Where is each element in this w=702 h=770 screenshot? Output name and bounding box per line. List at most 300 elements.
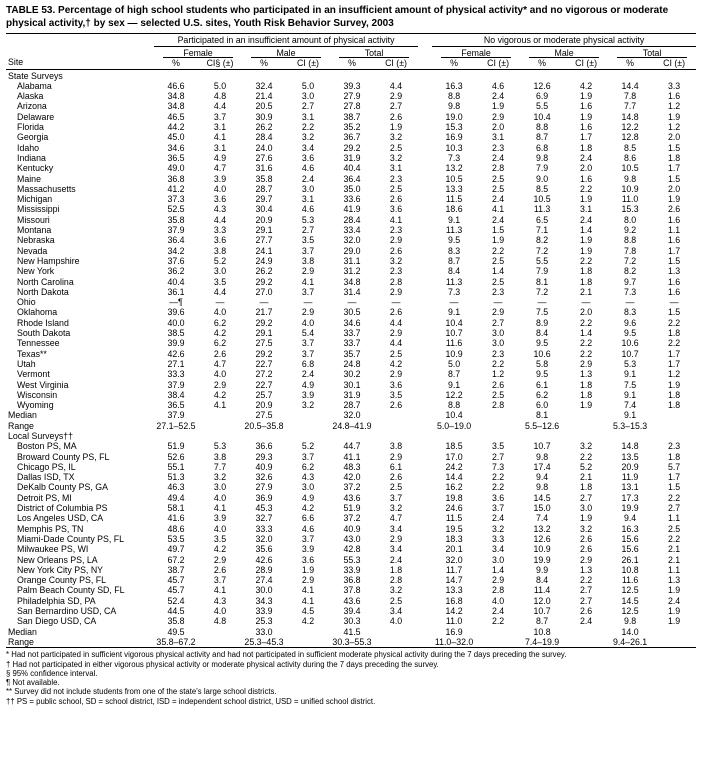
ci-cell: 3.0 xyxy=(213,482,227,493)
percent-cell: 26.2 xyxy=(255,122,273,133)
percent-cell: 28.7 xyxy=(343,400,361,411)
ci-cell: 3.0 xyxy=(301,91,315,102)
percent-cell: 8.8 xyxy=(447,400,461,411)
percent-cell: 46.3 xyxy=(167,482,185,493)
ci-cell: 3.2 xyxy=(389,152,403,163)
ci-cell: 1.8 xyxy=(579,379,593,390)
ci-cell xyxy=(564,421,608,431)
percent-cell: 25.3–45.3 xyxy=(244,636,284,647)
site-cell: Miami-Dade County PS, FL xyxy=(17,533,125,544)
percent-cell: 21.4 xyxy=(255,91,273,102)
gap-cell xyxy=(418,225,432,235)
percent-cell: 36.4 xyxy=(167,235,185,246)
ci-cell: 1.5 xyxy=(667,307,681,318)
gap-cell xyxy=(418,534,432,544)
ci-cell: 3.1 xyxy=(491,132,505,143)
site-cell: Nebraska xyxy=(17,235,55,246)
ci-cell: 2.2 xyxy=(491,616,505,627)
ci-cell: 1.8 xyxy=(667,451,681,462)
percent-cell: 29.0 xyxy=(343,245,361,256)
percent-cell: 9.0 xyxy=(535,173,549,184)
ci-cell: 1.9 xyxy=(667,606,681,617)
percent-cell: 11.5 xyxy=(445,513,463,524)
percent-header: % xyxy=(242,58,286,69)
ci-cell: 2.7 xyxy=(491,451,505,462)
percent-cell: 6.8 xyxy=(535,142,549,153)
ci-cell: 2.2 xyxy=(579,348,593,359)
percent-cell: 36.5 xyxy=(167,400,185,411)
percent-cell: 10.6 xyxy=(621,338,639,349)
data-table xyxy=(6,33,696,648)
percent-cell: 15.3 xyxy=(621,204,639,215)
data-row xyxy=(6,266,696,276)
percent-cell: 11.7 xyxy=(445,564,463,575)
percent-cell: 36.4 xyxy=(343,173,361,184)
ci-cell: 5.0 xyxy=(301,80,315,91)
percent-cell: 33.3 xyxy=(255,523,273,534)
percent-cell: 9.6 xyxy=(623,317,637,328)
percent-cell: 10.9 xyxy=(445,348,463,359)
gap-cell xyxy=(418,215,432,225)
footnote-line: ¶ Not available. xyxy=(6,678,60,688)
ci-cell: 3.0 xyxy=(301,482,315,493)
gap-cell xyxy=(418,503,432,513)
footnote-line: * Had not participated in sufficient vigorous physical activity and had not participated in sufficient moderate physical activity during the 7 days preceding the survey. xyxy=(6,650,567,660)
ci-cell: 2.2 xyxy=(667,317,681,328)
ci-cell: 1.8 xyxy=(667,400,681,411)
percent-cell: 24.0 xyxy=(255,142,273,153)
ci-cell: 4.1 xyxy=(491,204,505,215)
data-row xyxy=(6,338,696,348)
group-header-no-vigorous-moderate: No vigorous or moderate physical activity xyxy=(432,34,696,47)
gap-cell xyxy=(418,410,432,420)
percent-cell: 31.6 xyxy=(255,163,273,174)
ci-cell: 2.6 xyxy=(389,307,403,318)
percent-cell: 43.6 xyxy=(343,595,361,606)
ci-cell: 3.9 xyxy=(213,513,227,524)
gap-cell xyxy=(418,287,432,297)
percent-cell: 11.0 xyxy=(621,194,639,205)
ci-cell: 2.2 xyxy=(579,255,593,266)
percent-cell: 12.2 xyxy=(621,122,639,133)
percent-cell: 43.0 xyxy=(343,533,361,544)
ci-cell: 3.4 xyxy=(491,544,505,555)
percent-cell: 8.1 xyxy=(535,410,549,421)
percent-cell: 7.8 xyxy=(623,91,637,102)
ci-cell: 4.1 xyxy=(301,585,315,596)
ci-cell: 3.2 xyxy=(389,132,403,143)
data-row xyxy=(6,132,696,142)
ci-cell: 3.1 xyxy=(301,194,315,205)
percent-cell: 20.9 xyxy=(255,400,273,411)
percent-cell: 41.1 xyxy=(343,451,361,462)
ci-cell xyxy=(198,410,242,420)
sex-header-male-1: Male xyxy=(242,47,330,59)
ci-cell: 4.0 xyxy=(301,317,315,328)
ci-cell: 3.7 xyxy=(213,575,227,586)
ci-cell: 2.2 xyxy=(491,472,505,483)
data-row xyxy=(6,380,696,390)
percent-cell: 8.3 xyxy=(447,245,461,256)
site-cell: Utah xyxy=(17,358,36,369)
ci-cell: 5.3 xyxy=(301,214,315,225)
percent-cell: 48.3 xyxy=(343,461,361,472)
ci-cell: 4.8 xyxy=(213,91,227,102)
percent-cell: 16.2 xyxy=(445,482,463,493)
ci-cell: 3.5 xyxy=(491,441,505,452)
percent-cell: 35.7 xyxy=(343,348,361,359)
ci-cell: 1.1 xyxy=(667,225,681,236)
ci-cell: 3.2 xyxy=(389,255,403,266)
gap-cell xyxy=(418,452,432,462)
percent-cell: 10.7 xyxy=(533,441,551,452)
ci-cell: 1.9 xyxy=(579,111,593,122)
ci-cell: 1.8 xyxy=(667,152,681,163)
percent-cell: 29.2 xyxy=(255,276,273,287)
data-row xyxy=(6,565,696,575)
site-cell: New Hampshire xyxy=(17,255,80,266)
percent-cell: 12.0 xyxy=(533,595,551,606)
ci-cell: 3.2 xyxy=(579,441,593,452)
percent-cell: 27.5 xyxy=(255,410,273,421)
percent-cell: 7.4 xyxy=(535,513,549,524)
ci-cell xyxy=(652,410,696,420)
gap-cell xyxy=(418,246,432,256)
percent-cell: 5.5 xyxy=(535,101,549,112)
ci-cell: 3.9 xyxy=(213,173,227,184)
percent-cell: 12.5 xyxy=(621,585,639,596)
ci-cell: 4.6 xyxy=(301,204,315,215)
percent-cell: 14.4 xyxy=(621,80,639,91)
percent-cell: 42.6 xyxy=(167,348,185,359)
ci-cell: 4.4 xyxy=(389,338,403,349)
ci-cell: 2.5 xyxy=(667,523,681,534)
ci-cell: 3.1 xyxy=(213,122,227,133)
percent-cell: 10.3 xyxy=(445,142,463,153)
percent-cell: 9.5 xyxy=(535,369,549,380)
ci-cell: 1.8 xyxy=(579,142,593,153)
ci-cell: 1.9 xyxy=(667,616,681,627)
gap-cell xyxy=(418,328,432,338)
percent-cell: 49.4 xyxy=(167,492,185,503)
ci-cell: 3.6 xyxy=(213,235,227,246)
percent-cell: 45.3 xyxy=(255,503,273,514)
gap-cell xyxy=(418,380,432,390)
percent-cell: 20.5–35.8 xyxy=(244,420,284,431)
percent-cell: 67.2 xyxy=(167,554,185,565)
ci-header: CI (±) xyxy=(564,58,608,69)
site-cell: Michigan xyxy=(17,194,53,205)
ci-cell: 1.9 xyxy=(667,585,681,596)
data-row xyxy=(6,174,696,184)
percent-cell: 8.7 xyxy=(535,132,549,143)
percent-cell: 9.4 xyxy=(535,472,549,483)
percent-cell: 18.3 xyxy=(445,533,463,544)
ci-cell: 2.6 xyxy=(667,204,681,215)
ci-cell: 1.1 xyxy=(667,564,681,575)
ci-cell xyxy=(198,421,242,431)
ci-cell: 3.0 xyxy=(301,183,315,194)
ci-cell: 3.4 xyxy=(389,544,403,555)
ci-cell xyxy=(476,627,520,637)
ci-cell: 2.3 xyxy=(667,441,681,452)
percent-cell: 49.0 xyxy=(167,163,185,174)
percent-cell: 16.9 xyxy=(445,132,463,143)
ci-cell: 4.6 xyxy=(491,80,505,91)
site-cell: Tennessee xyxy=(17,338,60,349)
site-cell: Range xyxy=(8,420,34,431)
ci-cell: 2.1 xyxy=(667,554,681,565)
data-row xyxy=(6,225,696,235)
ci-cell: 4.2 xyxy=(301,616,315,627)
ci-cell: 2.2 xyxy=(491,358,505,369)
section-header-row xyxy=(6,69,696,81)
percent-cell: 11.3 xyxy=(445,225,463,236)
data-row xyxy=(6,585,696,595)
ci-cell: 2.7 xyxy=(301,225,315,236)
percent-cell: 52.5 xyxy=(167,204,185,215)
ci-cell: 2.1 xyxy=(579,286,593,297)
ci-cell: 2.3 xyxy=(491,286,505,297)
percent-cell: 36.7 xyxy=(343,132,361,143)
ci-cell: 3.2 xyxy=(579,523,593,534)
ci-cell: 2.2 xyxy=(579,317,593,328)
percent-cell: 45.7 xyxy=(167,575,185,586)
percent-cell: 6.0 xyxy=(535,400,549,411)
percent-cell: — xyxy=(259,297,269,308)
percent-cell: 32.0 xyxy=(343,235,361,246)
data-row xyxy=(6,307,696,317)
percent-cell: 39.3 xyxy=(343,80,361,91)
site-cell: Wyoming xyxy=(17,400,54,411)
percent-cell: 29.3 xyxy=(255,451,273,462)
site-cell: Missouri xyxy=(17,214,50,225)
site-cell: Rhode Island xyxy=(17,317,69,328)
ci-cell: 6.2 xyxy=(213,338,227,349)
percent-cell: — xyxy=(537,297,547,308)
data-row xyxy=(6,204,696,214)
ci-cell: 1.4 xyxy=(579,225,593,236)
site-cell: San Bernardino USD, CA xyxy=(17,606,117,617)
ci-cell: 1.6 xyxy=(667,235,681,246)
ci-cell: 5.0 xyxy=(213,80,227,91)
percent-cell: 36.8 xyxy=(343,575,361,586)
ci-cell: 3.8 xyxy=(213,245,227,256)
ci-cell: 2.2 xyxy=(491,245,505,256)
ci-cell xyxy=(286,421,330,431)
percent-cell: 9.1 xyxy=(623,389,637,400)
site-cell: New York xyxy=(17,266,55,277)
site-cell: Dallas ISD, TX xyxy=(17,472,75,483)
percent-cell: 18.5 xyxy=(445,441,463,452)
ci-cell xyxy=(374,627,418,637)
ci-cell: 4.2 xyxy=(301,503,315,514)
percent-cell: 27.8 xyxy=(343,101,361,112)
ci-cell: 5.2 xyxy=(301,441,315,452)
percent-cell: 37.2 xyxy=(343,482,361,493)
ci-cell: 4.0 xyxy=(389,616,403,627)
percent-cell: 41.5 xyxy=(343,626,361,637)
ci-cell: 1.9 xyxy=(301,564,315,575)
data-row xyxy=(6,513,696,523)
percent-cell: 10.9 xyxy=(621,183,639,194)
ci-cell: 3.4 xyxy=(389,606,403,617)
ci-cell: 1.6 xyxy=(667,276,681,287)
data-row xyxy=(6,153,696,163)
percent-cell: 33.7 xyxy=(343,328,361,339)
percent-cell: 12.5 xyxy=(621,606,639,617)
percent-cell: 30.1 xyxy=(343,379,361,390)
site-cell: Florida xyxy=(17,122,44,133)
percent-cell: 29.7 xyxy=(255,194,273,205)
percent-cell: 31.9 xyxy=(343,152,361,163)
gap-cell xyxy=(418,91,432,101)
percent-cell: 24.8–41.9 xyxy=(332,420,372,431)
ci-cell: 4.3 xyxy=(213,204,227,215)
data-row xyxy=(6,328,696,338)
ci-cell: 4.1 xyxy=(213,400,227,411)
percent-cell: 27.0 xyxy=(255,286,273,297)
ci-cell: 1.7 xyxy=(667,163,681,174)
percent-cell: 7.3 xyxy=(447,286,461,297)
percent-cell: 8.9 xyxy=(535,317,549,328)
ci-cell: 4.4 xyxy=(213,101,227,112)
ci-cell: 2.6 xyxy=(389,400,403,411)
percent-cell: 37.2 xyxy=(343,513,361,524)
percent-cell: 22.7 xyxy=(255,358,273,369)
percent-cell: 28.4 xyxy=(255,132,273,143)
data-row xyxy=(6,606,696,616)
percent-cell: 13.5 xyxy=(621,451,639,462)
ci-cell: 1.2 xyxy=(667,369,681,380)
site-cell: Ohio xyxy=(17,297,36,308)
ci-cell: 2.9 xyxy=(301,266,315,277)
ci-cell xyxy=(564,627,608,637)
ci-cell: 2.8 xyxy=(491,163,505,174)
ci-header: CI (±) xyxy=(476,58,520,69)
gap-cell xyxy=(418,462,432,472)
percent-cell: 10.7 xyxy=(445,328,463,339)
ci-cell: 4.2 xyxy=(213,389,227,400)
percent-cell: 13.2 xyxy=(533,523,551,534)
percent-cell: 8.7 xyxy=(447,369,461,380)
site-cell: Detroit PS, MI xyxy=(17,492,72,503)
percent-cell: 33.9 xyxy=(255,606,273,617)
ci-cell: 2.9 xyxy=(579,554,593,565)
percent-cell: 7.3 xyxy=(447,152,461,163)
data-row xyxy=(6,503,696,513)
ci-cell: 4.4 xyxy=(213,286,227,297)
data-row xyxy=(6,390,696,400)
data-row xyxy=(6,544,696,554)
percent-cell: 42.0 xyxy=(343,472,361,483)
ci-cell: 2.4 xyxy=(301,173,315,184)
percent-cell: 5.5 xyxy=(535,255,549,266)
ci-cell: 2.5 xyxy=(389,183,403,194)
ci-cell: 3.4 xyxy=(389,523,403,534)
ci-cell: 2.4 xyxy=(667,595,681,606)
percent-cell: 18.6 xyxy=(445,204,463,215)
data-row xyxy=(6,493,696,503)
percent-cell: 40.0 xyxy=(167,317,185,328)
ci-cell: 2.9 xyxy=(389,286,403,297)
ci-cell: 2.1 xyxy=(579,472,593,483)
ci-cell: 3.0 xyxy=(213,266,227,277)
percent-cell: 33.3 xyxy=(167,369,185,380)
ci-cell xyxy=(374,637,418,648)
ci-cell xyxy=(652,421,696,431)
ci-cell: — xyxy=(669,297,679,308)
ci-cell: 4.1 xyxy=(213,132,227,143)
ci-cell: 2.6 xyxy=(389,194,403,205)
ci-cell: 6.6 xyxy=(301,513,315,524)
data-row xyxy=(6,534,696,544)
percent-cell: 14.4 xyxy=(445,472,463,483)
data-row xyxy=(6,369,696,379)
percent-cell: 36.5 xyxy=(167,152,185,163)
ci-cell: — xyxy=(303,297,313,308)
ci-cell: 2.7 xyxy=(301,101,315,112)
ci-cell: 3.1 xyxy=(213,142,227,153)
gap-cell xyxy=(418,122,432,132)
data-row xyxy=(6,555,696,565)
ci-cell: 2.4 xyxy=(301,369,315,380)
percent-cell: 8.4 xyxy=(447,266,461,277)
percent-cell: 30.3 xyxy=(343,616,361,627)
percent-cell: 37.6 xyxy=(167,255,185,266)
percent-cell: 6.1 xyxy=(535,379,549,390)
ci-cell: 2.9 xyxy=(301,307,315,318)
ci-cell: 2.4 xyxy=(579,214,593,225)
ci-cell: 3.5 xyxy=(213,533,227,544)
data-row xyxy=(6,524,696,534)
percent-cell: 17.3 xyxy=(621,492,639,503)
percent-cell: 7.2 xyxy=(535,245,549,256)
ci-cell: 4.0 xyxy=(213,369,227,380)
percent-cell: 9.8 xyxy=(535,451,549,462)
percent-cell: 8.2 xyxy=(623,266,637,277)
percent-cell: 49.5 xyxy=(167,626,185,637)
percent-cell: 52.4 xyxy=(167,595,185,606)
percent-cell: 14.5 xyxy=(533,492,551,503)
sex-header-female-1: Female xyxy=(154,47,242,59)
gap-cell xyxy=(418,81,432,91)
ci-header: CI (±) xyxy=(286,58,330,69)
data-row xyxy=(6,194,696,204)
ci-cell: 1.8 xyxy=(579,276,593,287)
ci-cell: 4.2 xyxy=(213,544,227,555)
ci-cell xyxy=(374,421,418,431)
ci-cell: 2.9 xyxy=(213,554,227,565)
ci-cell: 4.4 xyxy=(213,214,227,225)
ci-cell: 2.2 xyxy=(667,338,681,349)
ci-cell: 2.2 xyxy=(667,492,681,503)
percent-cell: 46.6 xyxy=(167,80,185,91)
ci-cell: 3.0 xyxy=(491,328,505,339)
percent-cell: 19.9 xyxy=(621,503,639,514)
ci-cell xyxy=(374,410,418,420)
percent-cell: 40.4 xyxy=(167,276,185,287)
percent-cell: — xyxy=(347,297,357,308)
percent-cell: 15.6 xyxy=(621,533,639,544)
data-row xyxy=(6,297,696,307)
percent-cell: 39.6 xyxy=(167,307,185,318)
ci-cell: 1.4 xyxy=(491,266,505,277)
ci-cell: 3.3 xyxy=(213,225,227,236)
ci-cell: 2.5 xyxy=(491,183,505,194)
ci-cell: 2.2 xyxy=(579,338,593,349)
percent-cell: 29.2 xyxy=(343,142,361,153)
